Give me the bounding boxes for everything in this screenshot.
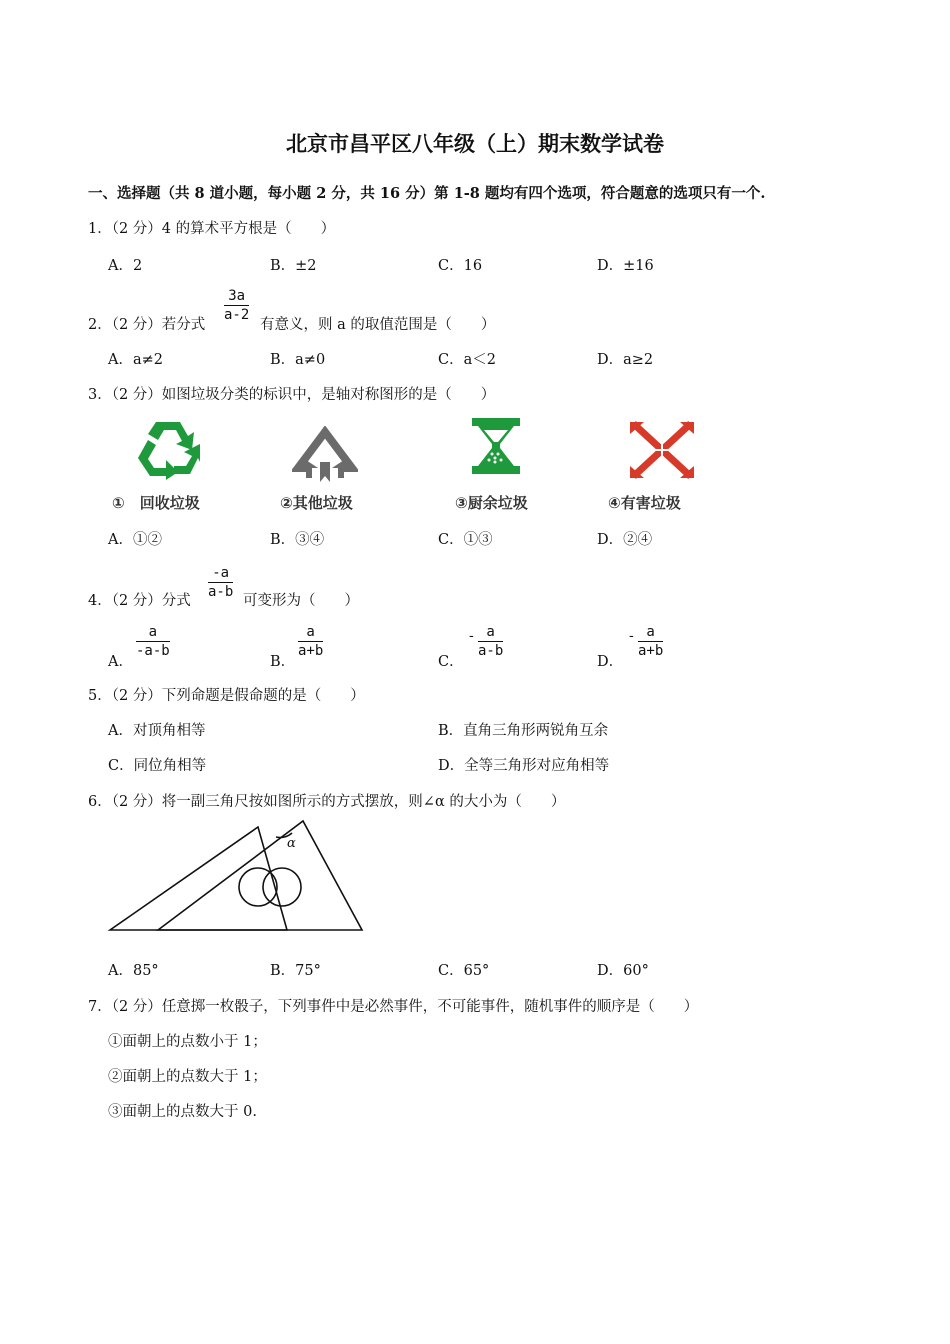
- q3-option-d: D．②④: [597, 532, 653, 548]
- q3-caption-3: ③厨余垃圾: [455, 494, 528, 512]
- q2-stem-pre: 2．（2 分）若分式: [88, 317, 206, 333]
- q2-fraction-numerator: 3a: [224, 288, 249, 306]
- q4-option-a-numerator: a: [136, 624, 170, 642]
- q7-item-2: ②面朝上的点数大于 1；: [108, 1069, 267, 1085]
- q2-option-d: D．a≥2: [597, 352, 654, 368]
- q4-option-d-denominator: a+b: [638, 643, 664, 659]
- q1-option-b: B．±2: [270, 258, 317, 274]
- q3-caption-4: ④有害垃圾: [608, 494, 681, 512]
- q3-option-c: C．①③: [438, 532, 493, 548]
- q4-stem-post: 可变形为（ ）: [243, 593, 359, 609]
- q4-option-c-sign: -: [469, 628, 474, 644]
- other-waste-icon: [292, 426, 358, 484]
- food-waste-icon: [470, 416, 522, 476]
- q4-option-c-denominator: a-b: [478, 643, 504, 659]
- q6-stem: 6．（2 分）将一副三角尺按如图所示的方式摆放，则∠α 的大小为（ ）: [88, 794, 566, 810]
- q1-option-a: A．2: [108, 258, 143, 274]
- q2-fraction: [224, 288, 249, 323]
- q2-option-c: C．a＜2: [438, 352, 496, 368]
- alpha-label: α: [287, 836, 296, 851]
- q4-option-c-fraction: [478, 624, 503, 659]
- q1-option-c: C．16: [438, 258, 483, 274]
- set-square-diagram: [100, 815, 375, 940]
- q6-option-a: A．85°: [108, 963, 159, 979]
- q4-option-d-fraction: [638, 624, 663, 659]
- q5-option-a: A．对顶角相等: [108, 723, 206, 739]
- q5-option-b: B．直角三角形两锐角互余: [438, 723, 609, 739]
- q4-option-b-label: B．: [270, 654, 296, 670]
- q4-option-d-numerator: a: [638, 624, 663, 642]
- q3-option-a: A．①②: [108, 532, 162, 548]
- q2-option-b: B．a≠0: [270, 352, 326, 368]
- q2-stem-post: 有意义，则 a 的取值范围是（ ）: [260, 317, 496, 333]
- q4-option-d-sign: -: [629, 628, 634, 644]
- q3-caption-2: ②其他垃圾: [280, 494, 353, 512]
- q6-option-d: D．60°: [597, 963, 649, 979]
- q4-option-c-label: C．: [438, 654, 464, 670]
- section-header: 一、选择题（共 8 道小题，每小题 2 分，共 16 分）第 1-8 题均有四个选项，符合题意的选项只有一个.: [88, 185, 766, 202]
- q3-option-b: B．③④: [270, 532, 325, 548]
- q5-option-c: C．同位角相等: [108, 758, 207, 774]
- recycle-icon: [134, 418, 202, 480]
- q2-fraction-denominator: a-2: [224, 307, 250, 323]
- q6-option-c: C．65°: [438, 963, 490, 979]
- q4-option-b-numerator: a: [298, 624, 323, 642]
- q5-stem: 5．（2 分）下列命题是假命题的是（ ）: [88, 688, 365, 704]
- q4-option-a-fraction: [136, 624, 170, 659]
- q4-fraction-numerator: -a: [208, 565, 233, 583]
- q7-item-1: ①面朝上的点数小于 1；: [108, 1034, 267, 1050]
- q4-option-c-numerator: a: [478, 624, 503, 642]
- q4-option-b-denominator: a+b: [298, 643, 324, 659]
- q7-item-3: ③面朝上的点数大于 0.: [108, 1104, 257, 1120]
- q3-caption-1: ① 回收垃圾: [112, 494, 200, 512]
- q6-option-b: B．75°: [270, 963, 321, 979]
- q2-option-a: A．a≠2: [108, 352, 163, 368]
- q3-stem: 3．（2 分）如图垃圾分类的标识中，是轴对称图形的是（ ）: [88, 387, 496, 403]
- q4-option-a-denominator: -a-b: [136, 643, 170, 659]
- q5-option-d: D．全等三角形对应角相等: [438, 758, 610, 774]
- q4-fraction-denominator: a-b: [208, 584, 234, 600]
- q4-option-d-label: D．: [597, 654, 624, 670]
- q1-stem: 1．（2 分）4 的算术平方根是（ ）: [88, 221, 336, 237]
- q4-option-b-fraction: [298, 624, 323, 659]
- q4-fraction: [208, 565, 233, 600]
- hazardous-waste-icon: [628, 420, 696, 480]
- q7-stem: 7．（2 分）任意掷一枚骰子，下列事件中是必然事件，不可能事件，随机事件的顺序是（ ）: [88, 999, 699, 1015]
- page-title: 北京市昌平区八年级（上）期末数学试卷: [286, 132, 664, 156]
- q1-option-d: D．±16: [597, 258, 654, 274]
- q4-stem-pre: 4．（2 分）分式: [88, 593, 191, 609]
- q4-option-a-label: A．: [108, 654, 133, 670]
